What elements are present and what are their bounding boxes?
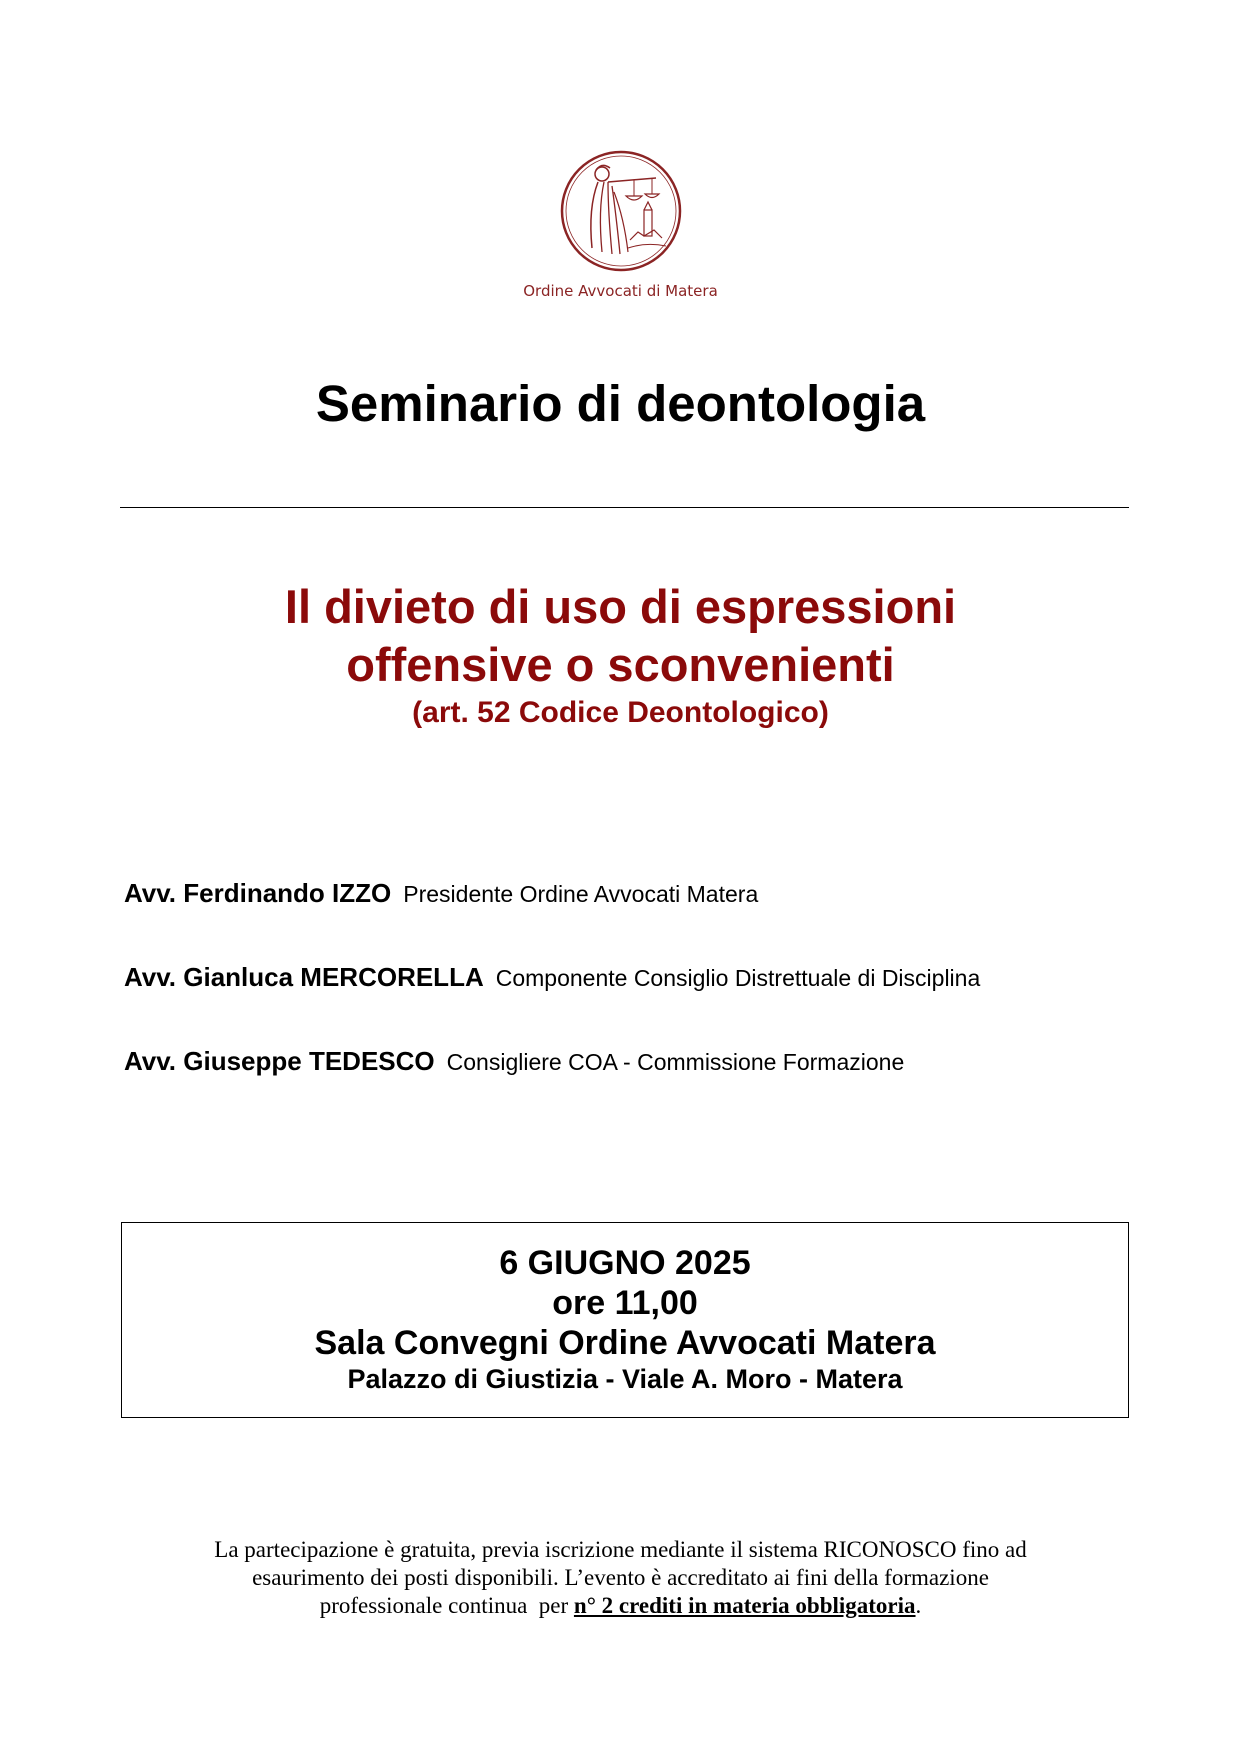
speaker-role: Componente Consiglio Distrettuale di Disciplina: [495, 965, 981, 991]
note-line-3: [0, 1592, 1241, 1620]
header-logo: [0, 148, 1241, 300]
speaker-name: Avv. Ferdinando IZZO: [124, 878, 392, 908]
event-address: Palazzo di Giustizia - Viale A. Moro - Matera: [347, 1364, 903, 1394]
credits-highlight: n° 2 crediti in materia obbligatoria: [573, 1593, 916, 1618]
speaker-item: [124, 878, 980, 962]
speaker-role: Consigliere COA - Commissione Formazione: [446, 1049, 905, 1075]
divider: [120, 507, 1129, 508]
topic-line-1: Il divieto di uso di espressioni: [284, 580, 957, 633]
speaker-item: [124, 962, 980, 1046]
event-time: ore 11,00: [552, 1284, 698, 1322]
participation-note: [0, 1536, 1241, 1620]
note-line-1: La partecipazione è gratuita, previa iscrizione mediante il sistema RICONOSCO fino ad: [214, 1537, 1027, 1562]
seminar-topic: [0, 578, 1241, 732]
event-venue: Sala Convegni Ordine Avvocati Matera: [314, 1324, 936, 1362]
topic-line-2: offensive o sconvenienti: [346, 638, 895, 691]
speaker-name: Avv. Giuseppe TEDESCO: [124, 1046, 435, 1076]
event-date: 6 GIUGNO 2025: [499, 1244, 751, 1282]
logo-caption: Ordine Avvocati di Matera: [523, 282, 718, 300]
note-line-2: esaurimento dei posti disponibili. L’evento è accreditato ai fini della formazione: [252, 1565, 989, 1590]
speaker-role: Presidente Ordine Avvocati Matera: [403, 881, 759, 907]
speaker-name: Avv. Gianluca MERCORELLA: [124, 962, 484, 992]
speakers-list: [124, 878, 980, 1130]
speaker-item: [124, 1046, 980, 1130]
bar-association-seal-icon: [558, 148, 684, 274]
event-details-box: [121, 1222, 1129, 1418]
note-line-3-suffix: .: [915, 1593, 922, 1618]
note-line-3-prefix: professionale continua per: [319, 1593, 574, 1618]
topic-reference: (art. 52 Codice Deontologico): [412, 696, 829, 729]
page-title: Seminario di deontologia: [315, 375, 926, 432]
